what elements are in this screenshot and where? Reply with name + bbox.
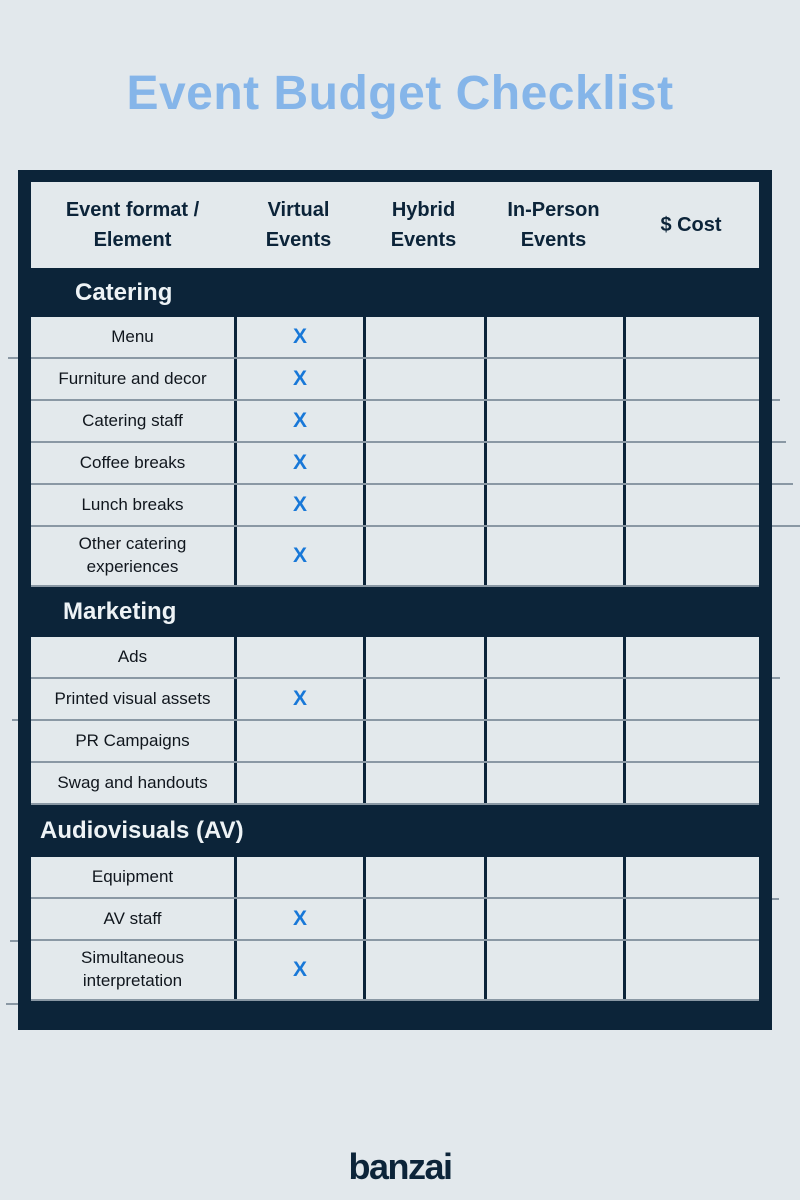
inperson-mark-cell	[484, 679, 623, 719]
inperson-mark-cell	[484, 485, 623, 525]
inperson-mark-cell	[484, 401, 623, 441]
hybrid-mark-cell	[363, 443, 484, 483]
row-label-cell: Menu	[111, 326, 154, 346]
inperson-mark-cell	[484, 317, 623, 357]
column-header-cost: $ Cost	[660, 214, 722, 236]
row-label-cell: Catering staff	[82, 410, 183, 430]
row-label-cell: Ads	[117, 646, 148, 666]
row-divider-overflow	[772, 441, 786, 443]
page-title: Event Budget Checklist	[126, 67, 674, 120]
inperson-mark-cell	[484, 443, 623, 483]
inperson-mark-cell	[484, 763, 623, 803]
cost-cell	[623, 443, 759, 483]
table-row	[31, 721, 759, 763]
virtual-mark-cell: X	[234, 317, 363, 357]
inperson-mark-cell	[484, 857, 623, 897]
virtual-mark-cell: X	[234, 485, 363, 525]
virtual-mark-cell: X	[234, 899, 363, 939]
virtual-mark-cell	[234, 721, 363, 761]
inperson-mark-cell	[484, 359, 623, 399]
table-row	[31, 359, 759, 401]
table-body	[31, 268, 759, 1001]
row-label-cell: Other catering experiences	[78, 534, 187, 576]
table-row	[31, 527, 759, 587]
row-label-cell: Lunch breaks	[81, 494, 184, 514]
cost-cell	[623, 899, 759, 939]
inperson-mark-cell	[484, 721, 623, 761]
virtual-mark-cell: X	[234, 941, 363, 999]
section-header-catering: Catering	[31, 268, 759, 317]
section-header-audiovisuals-av: Audiovisuals (AV)	[31, 805, 759, 857]
row-label-cell: Simultaneous interpretation	[80, 948, 184, 990]
virtual-mark-cell: X	[234, 679, 363, 719]
row-divider-overflow	[772, 483, 793, 485]
row-divider-overflow	[6, 1003, 18, 1005]
hybrid-mark-cell	[363, 637, 484, 677]
hybrid-mark-cell	[363, 857, 484, 897]
table-row	[31, 941, 759, 1001]
cost-cell	[623, 317, 759, 357]
virtual-mark-cell: X	[234, 443, 363, 483]
column-header-virtual-events: Virtual Events	[265, 199, 332, 251]
hybrid-mark-cell	[363, 485, 484, 525]
virtual-mark-cell	[234, 857, 363, 897]
inperson-mark-cell	[484, 899, 623, 939]
row-divider-overflow	[8, 357, 18, 359]
table-row	[31, 443, 759, 485]
hybrid-mark-cell	[363, 899, 484, 939]
virtual-mark-cell: X	[234, 401, 363, 441]
budget-table	[18, 170, 772, 1030]
table-row	[31, 857, 759, 899]
row-divider-overflow	[772, 898, 779, 900]
row-label-cell: Printed visual assets	[54, 688, 211, 708]
row-label-cell: Swag and handouts	[57, 772, 208, 792]
column-header-inperson-events: In-Person Events	[507, 199, 600, 251]
hybrid-mark-cell	[363, 679, 484, 719]
hybrid-mark-cell	[363, 401, 484, 441]
table-row	[31, 679, 759, 721]
cost-cell	[623, 401, 759, 441]
row-divider-overflow	[772, 399, 780, 401]
cost-cell	[623, 359, 759, 399]
row-divider-overflow	[772, 677, 780, 679]
inperson-mark-cell	[484, 527, 623, 585]
cost-cell	[623, 763, 759, 803]
table-row	[31, 401, 759, 443]
cost-cell	[623, 857, 759, 897]
row-label-cell: Coffee breaks	[79, 452, 186, 472]
cost-cell	[623, 637, 759, 677]
row-label-cell: AV staff	[103, 908, 162, 928]
cost-cell	[623, 721, 759, 761]
table-row	[31, 485, 759, 527]
table-row	[31, 637, 759, 679]
column-header-hybrid-events: Hybrid Events	[390, 199, 457, 251]
hybrid-mark-cell	[363, 763, 484, 803]
inperson-mark-cell	[484, 637, 623, 677]
hybrid-mark-cell	[363, 527, 484, 585]
virtual-mark-cell	[234, 637, 363, 677]
virtual-mark-cell: X	[234, 359, 363, 399]
row-label-cell: Furniture and decor	[58, 368, 207, 388]
cost-cell	[623, 485, 759, 525]
table-row	[31, 317, 759, 359]
virtual-mark-cell: X	[234, 527, 363, 585]
row-divider-overflow	[12, 719, 18, 721]
cost-cell	[623, 679, 759, 719]
section-header-marketing: Marketing	[31, 587, 759, 637]
cost-cell	[623, 941, 759, 999]
row-divider-overflow	[10, 940, 18, 942]
banzai-logo: banzai	[348, 1146, 452, 1187]
hybrid-mark-cell	[363, 359, 484, 399]
hybrid-mark-cell	[363, 721, 484, 761]
table-row	[31, 899, 759, 941]
hybrid-mark-cell	[363, 941, 484, 999]
hybrid-mark-cell	[363, 317, 484, 357]
cost-cell	[623, 527, 759, 585]
row-label-cell: Equipment	[91, 866, 174, 886]
inperson-mark-cell	[484, 941, 623, 999]
row-divider-overflow	[772, 525, 800, 527]
column-header-element: Event format / Element	[65, 199, 200, 251]
table-header-row	[31, 182, 759, 268]
table-row	[31, 763, 759, 805]
row-label-cell: PR Campaigns	[75, 730, 190, 750]
virtual-mark-cell	[234, 763, 363, 803]
